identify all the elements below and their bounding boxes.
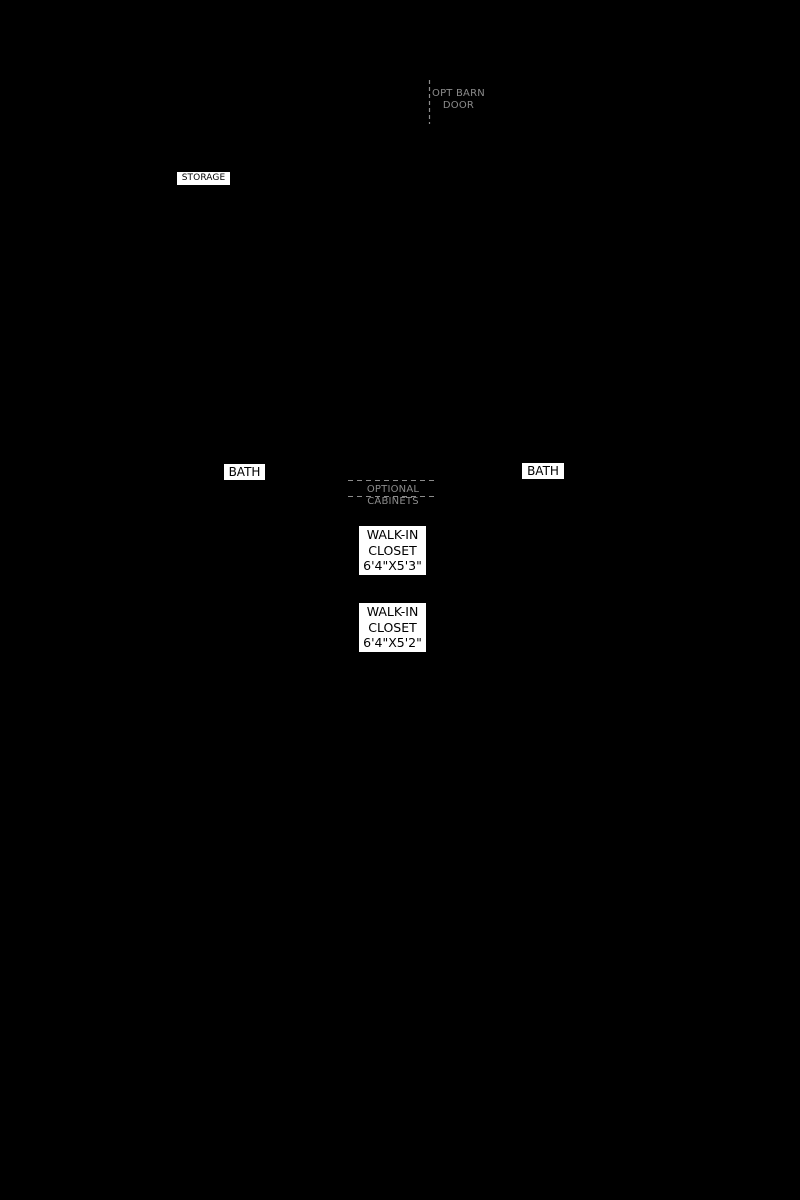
bath-right-label-text: BATH: [527, 464, 559, 478]
closet-2-line1: WALK-IN: [366, 604, 419, 619]
bath-right-room-label: [522, 463, 564, 479]
walk-in-closet-2-label: [359, 603, 426, 652]
optional-cabinets-note: [348, 484, 438, 507]
cabinets-note-line1: OPTIONAL: [366, 484, 420, 495]
bath-left-room-label: [224, 464, 265, 480]
storage-label-text: STORAGE: [181, 173, 226, 183]
storage-room-label: [177, 172, 230, 185]
closet-2-line2: CLOSET: [368, 619, 417, 635]
closet-1-line1: WALK-IN: [366, 527, 419, 542]
barn-door-note-line1: OPT BARN: [432, 88, 485, 99]
opt-barn-door-note: [432, 88, 485, 111]
closet-2-dimensions: 6'4"X5'2": [363, 635, 422, 650]
closet-1-line2: CLOSET: [368, 542, 417, 558]
walk-in-closet-1-label: [359, 526, 426, 575]
barn-door-note-line2: DOOR: [442, 99, 475, 111]
bath-left-label-text: BATH: [228, 465, 261, 479]
cabinets-note-line2: CABINETS: [367, 495, 419, 507]
closet-1-dimensions: 6'4"X5'3": [363, 558, 422, 573]
